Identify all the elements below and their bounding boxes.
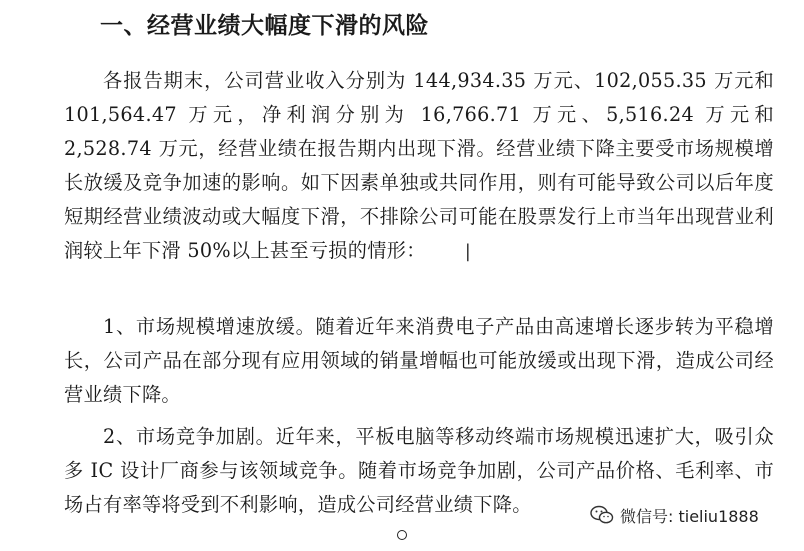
section-heading: 一、经营业绩大幅度下滑的风险 xyxy=(100,13,429,39)
paragraph-risk-summary xyxy=(64,64,774,269)
paragraph-competition: 2、市场竞争加剧。近年来，平板电脑等移动终端市场规模迅速扩大，吸引众多 IC 设计厂商参与该领域竞争。随着市场竞争加剧，公司产品价格、毛利率、市场占有率等将受到不利影响，造成公司经营业绩下降。 xyxy=(64,425,774,516)
wechat-watermark xyxy=(586,498,767,532)
paragraph-text: 各报告期末，公司营业收入分别为 144,934.35 万元、102,055.35 万元和 101,564.47 万元，净利润分别为 16,766.71 万元、5,516.24 万元和 2,528.74 万元，经营业绩在报告期内出现下滑。经营业绩下降主要受市场规模增长放缓及竞争加速的影响。如下因素单独或共同作用，则有可能导致公司以后年度短期经营业绩波动或大幅度下滑，不排除公司可能在股票发行上市当年出现营业利润较上年下滑 50%以上甚至亏损的情形： xyxy=(64,69,774,262)
paragraph-market-slowdown: 1、市场规模增速放缓。随着近年来消费电子产品由高速增长逐步转为平稳增长，公司产品在部分现有应用领域的销量增幅也可能放缓或出现下滑，造成公司经营业绩下降。 xyxy=(64,315,774,406)
mouse-pointer-indicator xyxy=(397,530,407,540)
wechat-icon xyxy=(590,505,614,525)
text-cursor: | xyxy=(464,241,472,262)
watermark-label: 微信号: tieliu1888 xyxy=(620,506,759,526)
